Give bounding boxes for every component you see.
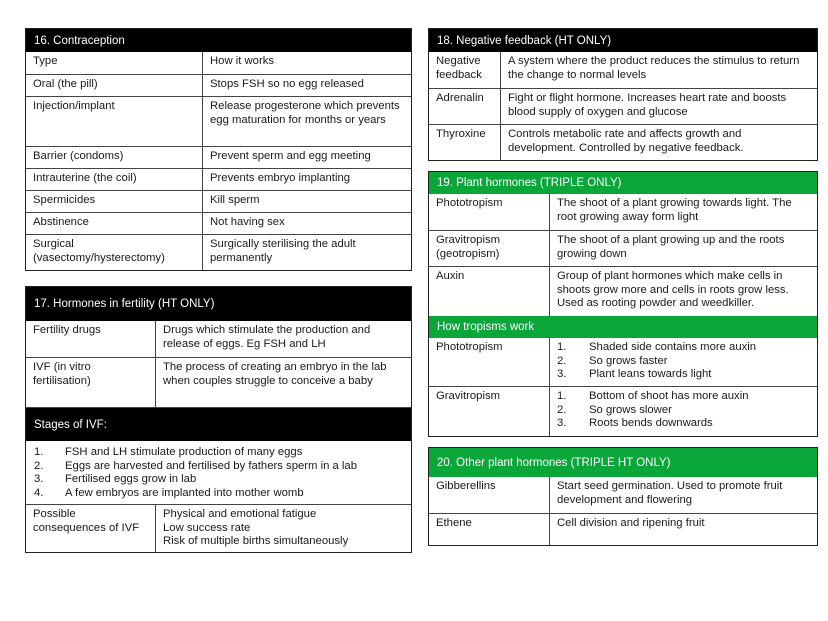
list-number: 2. xyxy=(557,403,567,416)
row-definition: The process of creating an embryo in the lab when couples struggle to conceive a baby xyxy=(163,361,387,387)
row-definition: Not having sex xyxy=(210,216,285,228)
contraception-table xyxy=(25,28,412,271)
consequences-label: Possible consequences of IVF xyxy=(26,505,156,552)
row-term: Thyroxine xyxy=(429,125,501,160)
row-term: Gibberellins xyxy=(429,477,550,513)
row-definition: Controls metabolic rate and affects growth and development. Controlled by negative feedback. xyxy=(508,128,744,154)
table-body xyxy=(26,52,411,270)
row-term: Surgical (vasectomy/hysterectomy) xyxy=(26,235,203,270)
list-text: So grows faster xyxy=(589,354,668,367)
row-definition: How it works xyxy=(210,55,275,67)
row-term: Barrier (condoms) xyxy=(26,147,203,168)
consequences-list xyxy=(156,505,355,552)
stages-title: Stages of IVF: xyxy=(26,407,411,441)
row-definition: Start seed germination. Used to promote fruit development and flowering xyxy=(557,480,783,506)
consequences-row xyxy=(26,504,411,552)
row-term: Ethene xyxy=(429,514,550,545)
list-item xyxy=(557,355,810,369)
table-row xyxy=(26,74,411,96)
list-text: Fertilised eggs grow in lab xyxy=(65,473,197,485)
list-item xyxy=(557,404,810,418)
table-body xyxy=(429,52,817,160)
table-row xyxy=(26,190,411,212)
section-title: 19. Plant hormones (TRIPLE ONLY) xyxy=(429,172,817,194)
plant-hormones-table xyxy=(428,171,818,437)
tropisms-body xyxy=(429,338,817,436)
list-number: 3. xyxy=(557,368,567,380)
table-row xyxy=(429,230,817,266)
section-title: 16. Contraception xyxy=(26,29,411,52)
table-row xyxy=(26,212,411,234)
row-term: Spermicides xyxy=(26,191,203,212)
list-item xyxy=(34,473,403,487)
row-term: Auxin xyxy=(429,267,550,316)
consequence-item: Risk of multiple births simultaneously xyxy=(163,535,349,547)
table-row xyxy=(26,168,411,190)
table-row xyxy=(429,477,817,513)
list-item xyxy=(34,487,403,501)
row-term: Gravitropism xyxy=(429,387,550,436)
row-definition: Prevents embryo implanting xyxy=(210,172,351,184)
table-row xyxy=(429,266,817,316)
row-definition: A system where the product reduces the stimulus to return the change to normal levels xyxy=(508,55,800,81)
list-text: Shaded side contains more auxin xyxy=(589,341,757,353)
row-definition: Stops FSH so no egg released xyxy=(210,78,364,90)
table-row xyxy=(26,321,411,357)
list-text: A few embryos are implanted into mother womb xyxy=(65,486,304,499)
row-definition: Group of plant hormones which make cells in shoots grow more and cells in roots grow less. Used as rooting powder and weedkiller. xyxy=(557,270,789,309)
table-row xyxy=(26,357,411,407)
row-definition: Release progesterone which prevents egg maturation for months or years xyxy=(210,100,400,126)
table-row xyxy=(429,52,817,88)
table-row xyxy=(429,513,817,545)
list-text: Bottom of shoot has more auxin xyxy=(589,390,749,402)
row-definition: The shoot of a plant growing up and the roots growing down xyxy=(557,234,785,260)
row-term: Gravitropism (geotropism) xyxy=(429,231,550,266)
consequence-item: Physical and emotional fatigue xyxy=(163,508,317,520)
list-number: 3. xyxy=(34,473,44,485)
row-definition: Cell division and ripening fruit xyxy=(557,517,705,529)
table-row xyxy=(429,88,817,124)
consequence-item: Low success rate xyxy=(163,521,251,534)
row-definition: Surgically sterilising the adult permanently xyxy=(210,238,356,264)
table-row xyxy=(26,96,411,146)
list-item xyxy=(557,417,810,431)
table-row xyxy=(26,52,411,74)
list-number: 1. xyxy=(557,341,567,353)
table-row xyxy=(429,386,817,436)
list-text: Eggs are harvested and fertilised by fathers sperm in a lab xyxy=(65,459,357,472)
other-plant-hormones-table xyxy=(428,447,818,546)
list-item xyxy=(34,446,403,460)
list-item xyxy=(557,368,810,382)
row-term: IVF (in vitro fertilisation) xyxy=(26,358,156,407)
list-number: 3. xyxy=(557,417,567,429)
row-term: Injection/implant xyxy=(26,97,203,146)
list-text: FSH and LH stimulate production of many eggs xyxy=(65,446,303,458)
list-number: 2. xyxy=(34,459,44,472)
row-term: Adrenalin xyxy=(429,89,501,124)
row-term: Phototropism xyxy=(429,194,550,230)
list-number: 4. xyxy=(34,486,44,499)
list-item xyxy=(557,390,810,404)
tropism-steps xyxy=(550,338,817,386)
list-number: 1. xyxy=(34,446,44,458)
row-term: Oral (the pill) xyxy=(26,75,203,96)
table-body xyxy=(26,321,411,407)
row-definition: Drugs which stimulate the production and release of eggs. Eg FSH and LH xyxy=(163,324,371,350)
list-number: 1. xyxy=(557,390,567,402)
table-row xyxy=(26,146,411,168)
list-item xyxy=(557,341,810,355)
row-term: Type xyxy=(26,52,203,74)
list-number: 2. xyxy=(557,354,567,367)
row-term: Fertility drugs xyxy=(26,321,156,357)
section-title: 18. Negative feedback (HT ONLY) xyxy=(429,29,817,52)
row-term: Negative feedback xyxy=(429,52,501,88)
row-definition: Fight or flight hormone. Increases heart rate and boosts blood supply of oxygen and glucose xyxy=(508,92,787,118)
tropism-steps xyxy=(550,387,817,436)
section-title: 17. Hormones in fertility (HT ONLY) xyxy=(26,287,411,321)
table-body xyxy=(429,477,817,545)
table-row xyxy=(429,338,817,386)
table-row xyxy=(429,194,817,230)
fertility-hormones-table xyxy=(25,286,412,553)
list-text: Plant leans towards light xyxy=(589,368,712,380)
list-text: Roots bends downwards xyxy=(589,417,713,429)
row-term: Phototropism xyxy=(429,338,550,386)
row-term: Intrauterine (the coil) xyxy=(26,169,203,190)
list-text: So grows slower xyxy=(589,403,672,416)
row-definition: Prevent sperm and egg meeting xyxy=(210,150,371,162)
table-row xyxy=(26,234,411,270)
list-item xyxy=(34,460,403,474)
row-definition: Kill sperm xyxy=(210,194,260,206)
table-body xyxy=(429,194,817,316)
tropisms-subtitle: How tropisms work xyxy=(429,316,817,338)
section-title: 20. Other plant hormones (TRIPLE HT ONLY) xyxy=(429,448,817,477)
table-row xyxy=(429,124,817,160)
negative-feedback-table xyxy=(428,28,818,161)
row-term: Abstinence xyxy=(26,213,203,234)
ivf-stages-list xyxy=(26,441,411,504)
row-definition: The shoot of a plant growing towards light. The root growing away form light xyxy=(557,197,792,223)
